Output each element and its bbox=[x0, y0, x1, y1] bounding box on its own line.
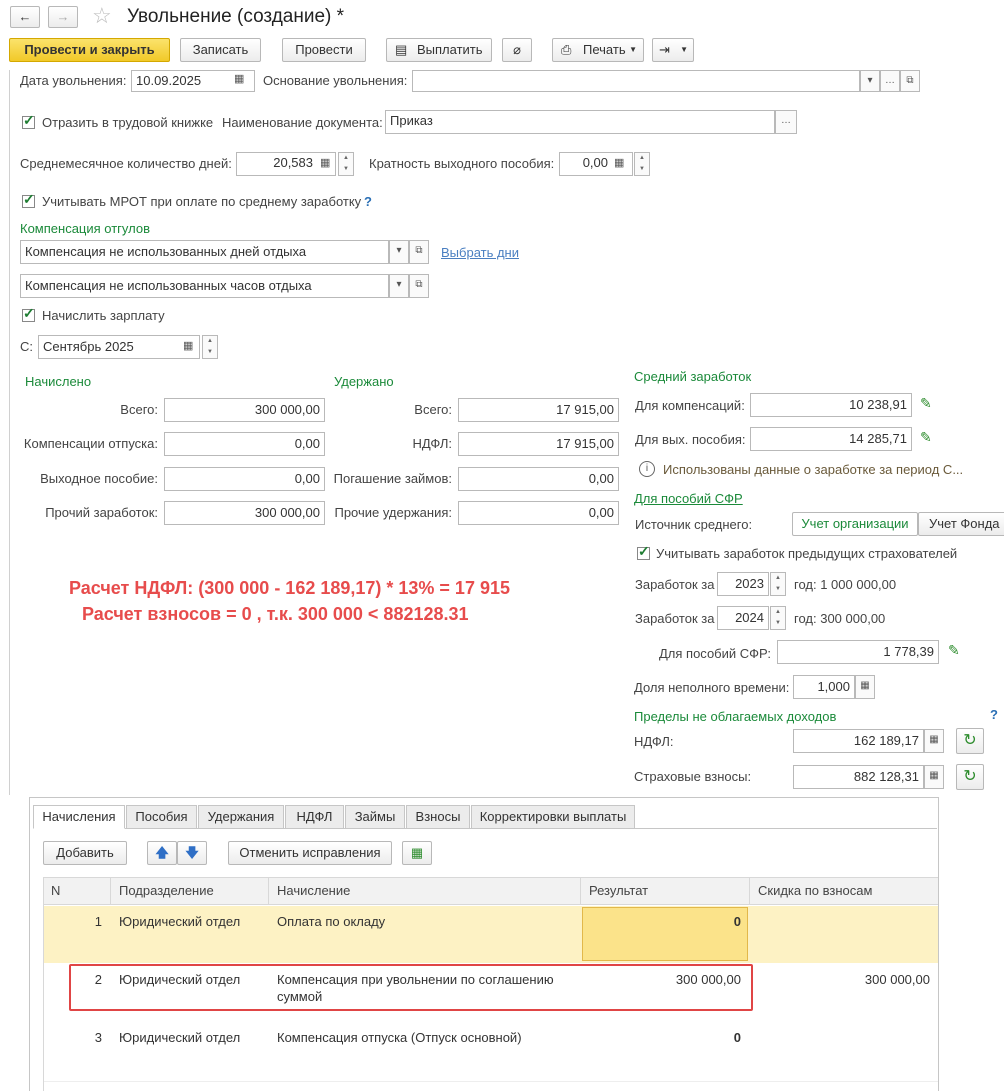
part-time-field[interactable]: 1,000 bbox=[793, 675, 855, 699]
post-button[interactable]: Провести bbox=[282, 38, 366, 62]
doc-name-field[interactable]: Приказ bbox=[385, 110, 775, 134]
withheld-other-label: Прочие удержания: bbox=[334, 505, 452, 520]
row-2-department: Юридический отдел bbox=[119, 972, 241, 987]
earn-2023-text: год: 1 000 000,00 bbox=[794, 577, 897, 592]
row-3-department: Юридический отдел bbox=[119, 1030, 241, 1045]
salary-from-field[interactable]: Сентябрь 2025 bbox=[38, 335, 200, 359]
tab-loans[interactable]: Займы bbox=[345, 805, 405, 829]
accrued-other-label: Прочий заработок: bbox=[45, 505, 158, 520]
accrued-severance-label: Выходное пособие: bbox=[40, 471, 158, 486]
table-add-icon: ▦ bbox=[410, 845, 424, 860]
refresh-icon[interactable]: ↻ bbox=[956, 764, 984, 790]
cancel-corrections-button[interactable]: Отменить исправления bbox=[228, 841, 392, 865]
move-up-button[interactable] bbox=[147, 841, 177, 865]
accrued-vacation-label: Компенсации отпуска: bbox=[23, 436, 158, 451]
limits-help-icon[interactable]: ? bbox=[990, 707, 998, 722]
avg-days-spin[interactable] bbox=[338, 152, 354, 176]
highlight-box bbox=[69, 964, 753, 1011]
mrot-checkbox[interactable] bbox=[22, 195, 35, 208]
prev-insurers-checkbox[interactable] bbox=[637, 547, 650, 560]
export-button[interactable] bbox=[652, 38, 694, 62]
print-button[interactable] bbox=[552, 38, 644, 62]
col-accrual[interactable]: Начисление bbox=[269, 877, 581, 905]
chevron-down-icon: ▼ bbox=[629, 45, 637, 54]
earn-2023-year-field[interactable]: 2023 bbox=[717, 572, 769, 596]
average-sev-field[interactable]: 14 285,71 bbox=[750, 427, 912, 451]
arrow-down-icon: 🡇 bbox=[185, 845, 199, 860]
pencil-icon[interactable]: ✎ bbox=[920, 429, 932, 445]
salary-from-spin[interactable] bbox=[202, 335, 218, 359]
salary-from-label: С: bbox=[20, 339, 33, 354]
tab-accruals[interactable]: Начисления bbox=[33, 805, 125, 829]
form-divider bbox=[9, 70, 10, 795]
document-icon: ▤ bbox=[395, 42, 408, 57]
pencil-icon[interactable]: ✎ bbox=[948, 642, 960, 658]
doc-name-label: Наименование документа: bbox=[222, 115, 383, 130]
compensation-hours-dropdown[interactable]: ▾ bbox=[389, 274, 409, 298]
withheld-title: Удержано bbox=[334, 374, 394, 389]
basis-field[interactable] bbox=[412, 70, 860, 92]
row-1-department: Юридический отдел bbox=[119, 914, 241, 929]
tab-benefits[interactable]: Пособия bbox=[126, 805, 197, 829]
refresh-icon[interactable]: ↻ bbox=[956, 728, 984, 754]
info-icon: i bbox=[639, 461, 655, 477]
col-department[interactable]: Подразделение bbox=[111, 877, 269, 905]
pay-button[interactable] bbox=[386, 38, 492, 62]
calendar-icon[interactable]: ▦ bbox=[234, 73, 245, 85]
annotation-line-2: Расчет взносов = 0 , т.к. 300 000 < 882128.31 bbox=[82, 604, 469, 624]
avg-days-field[interactable]: 20,583 bbox=[236, 152, 336, 176]
accrued-other-field[interactable]: 300 000,00 bbox=[164, 501, 325, 525]
earn-2023-spin[interactable] bbox=[770, 572, 786, 596]
dismissal-date-field[interactable]: 10.09.2025 bbox=[131, 70, 255, 92]
export-icon: ⇥ bbox=[659, 42, 670, 57]
compensation-days-field[interactable]: Компенсация не использованных дней отдыха bbox=[20, 240, 389, 264]
limits-title: Пределы не облагаемых доходов bbox=[634, 709, 837, 724]
row-3-result: 0 bbox=[733, 1030, 741, 1045]
move-down-button[interactable] bbox=[177, 841, 207, 865]
attach-button[interactable] bbox=[502, 38, 532, 62]
paperclip-icon: ⌀ bbox=[513, 42, 521, 57]
pay-label: Выплатить bbox=[417, 42, 483, 57]
calculator-button[interactable]: ▦ bbox=[924, 729, 944, 753]
workbook-label: Отразить в трудовой книжке bbox=[42, 115, 214, 130]
printer-icon: ⎙ bbox=[561, 42, 572, 57]
table-settings-button[interactable] bbox=[402, 841, 432, 865]
severance-mult-spin[interactable] bbox=[634, 152, 650, 176]
add-button[interactable]: Добавить bbox=[43, 841, 127, 865]
basis-dropdown[interactable]: ▾ bbox=[860, 70, 880, 92]
accrued-total-field[interactable]: 300 000,00 bbox=[164, 398, 325, 422]
compensation-title: Компенсация отгулов bbox=[20, 221, 150, 236]
average-sev-label: Для вых. пособия: bbox=[635, 432, 746, 447]
sfr-benefit-label: Для пособий СФР: bbox=[659, 646, 772, 661]
col-discount[interactable]: Скидка по взносам bbox=[758, 883, 873, 898]
source-label: Источник среднего: bbox=[635, 517, 753, 532]
earn-2024-spin[interactable] bbox=[770, 606, 786, 630]
row-3-n: 3 bbox=[94, 1030, 102, 1045]
average-info-text: Использованы данные о заработке за период С... bbox=[663, 462, 964, 477]
prev-insurers-label: Учитывать заработок предыдущих страхователей bbox=[656, 546, 958, 561]
average-title: Средний заработок bbox=[634, 369, 752, 384]
basis-label: Основание увольнения: bbox=[263, 73, 408, 88]
avg-days-label: Среднемесячное количество дней: bbox=[20, 156, 232, 171]
row-1-result: 0 bbox=[733, 914, 741, 929]
compensation-hours-open[interactable]: ⧉ bbox=[409, 274, 429, 298]
row-3-accrual: Компенсация отпуска (Отпуск основной) bbox=[277, 1030, 522, 1045]
withheld-total-field[interactable]: 17 915,00 bbox=[458, 398, 619, 422]
accrued-total-label: Всего: bbox=[120, 402, 158, 417]
compensation-hours-field[interactable]: Компенсация не использованных часов отдыха bbox=[20, 274, 389, 298]
doc-name-select[interactable]: … bbox=[775, 110, 797, 134]
compensation-days-open[interactable]: ⧉ bbox=[409, 240, 429, 264]
row-2-accrual: Компенсация при увольнении по соглашению bbox=[277, 972, 554, 987]
compensation-days-dropdown[interactable]: ▾ bbox=[389, 240, 409, 264]
limits-ndfl-field[interactable]: 162 189,17 bbox=[793, 729, 924, 753]
sfr-link[interactable]: Для пособий СФР bbox=[634, 491, 743, 506]
star-icon[interactable]: ☆ bbox=[92, 3, 112, 28]
withheld-loans-label: Погашение займов: bbox=[333, 471, 452, 486]
basis-open[interactable]: ⧉ bbox=[900, 70, 920, 92]
limits-ins-label: Страховые взносы: bbox=[634, 769, 752, 784]
print-label: Печать bbox=[583, 42, 626, 57]
withheld-other-field[interactable]: 0,00 bbox=[458, 501, 619, 525]
save-button[interactable]: Записать bbox=[180, 38, 261, 62]
withheld-ndfl-label: НДФЛ: bbox=[412, 436, 452, 451]
salary-label: Начислить зарплату bbox=[42, 308, 165, 323]
withheld-loans-field[interactable]: 0,00 bbox=[458, 467, 619, 491]
withheld-total-label: Всего: bbox=[414, 402, 452, 417]
basis-select[interactable]: … bbox=[880, 70, 900, 92]
help-icon[interactable]: ? bbox=[364, 194, 372, 209]
arrow-right-icon: → bbox=[56, 9, 70, 24]
table-left-border bbox=[43, 877, 44, 1091]
accrued-title: Начислено bbox=[25, 374, 92, 389]
earn-2024-label: Заработок за bbox=[635, 611, 715, 626]
tab-ndfl[interactable]: НДФЛ bbox=[285, 805, 344, 829]
chevron-down-icon: ▼ bbox=[680, 45, 688, 54]
limits-ins-field[interactable]: 882 128,31 bbox=[793, 765, 924, 789]
row-1-accrual: Оплата по окладу bbox=[277, 914, 386, 929]
arrow-left-icon: ← bbox=[18, 9, 32, 24]
earn-2024-year-field[interactable]: 2024 bbox=[717, 606, 769, 630]
col-n[interactable]: N bbox=[43, 877, 111, 905]
part-time-label: Доля неполного времени: bbox=[634, 680, 790, 695]
annotation-line-1: Расчет НДФЛ: (300 000 - 162 189,17) * 13% = 17 915 bbox=[69, 578, 510, 598]
col-result[interactable]: Результат bbox=[581, 877, 750, 905]
source-fund-toggle[interactable]: Учет Фонда bbox=[918, 512, 1004, 536]
row-2-discount: 300 000,00 bbox=[864, 972, 930, 987]
dismissal-date-label: Дата увольнения: bbox=[20, 73, 127, 88]
row-2-accrual-cont: суммой bbox=[277, 989, 323, 1004]
calculator-button[interactable]: ▦ bbox=[855, 675, 875, 699]
calculator-icon[interactable]: ▦ bbox=[614, 157, 625, 169]
accrued-severance-field[interactable]: 0,00 bbox=[164, 467, 325, 491]
calculator-icon[interactable]: ▦ bbox=[320, 157, 331, 169]
withheld-ndfl-field[interactable]: 17 915,00 bbox=[458, 432, 619, 456]
average-comp-field[interactable]: 10 238,91 bbox=[750, 393, 912, 417]
calculator-button[interactable]: ▦ bbox=[924, 765, 944, 789]
window-title: Увольнение (создание) * bbox=[127, 6, 345, 27]
calendar-icon[interactable]: ▦ bbox=[183, 340, 194, 352]
row-2-n: 2 bbox=[94, 972, 102, 987]
earn-2023-label: Заработок за bbox=[635, 577, 715, 592]
accrued-vacation-field[interactable]: 0,00 bbox=[164, 432, 325, 456]
source-organization-toggle[interactable]: Учет организации bbox=[792, 512, 918, 536]
tab-contributions[interactable]: Взносы bbox=[406, 805, 470, 829]
back-button[interactable] bbox=[10, 6, 40, 28]
severance-mult-label: Кратность выходного пособия: bbox=[369, 156, 555, 171]
salary-checkbox[interactable] bbox=[22, 309, 35, 322]
workbook-checkbox[interactable] bbox=[22, 116, 35, 129]
arrow-up-icon: 🡅 bbox=[155, 845, 169, 860]
post-and-close-button[interactable]: Провести и закрыть bbox=[9, 38, 170, 62]
limits-ndfl-label: НДФЛ: bbox=[634, 734, 674, 749]
pencil-icon[interactable]: ✎ bbox=[920, 395, 932, 411]
severance-mult-field[interactable]: 0,00 bbox=[559, 152, 633, 176]
tab-payment-corrections[interactable]: Корректировки выплаты bbox=[471, 805, 635, 829]
tab-deductions[interactable]: Удержания bbox=[198, 805, 284, 829]
select-days-link[interactable]: Выбрать дни bbox=[441, 245, 519, 260]
average-comp-label: Для компенсаций: bbox=[635, 398, 745, 413]
forward-button[interactable] bbox=[48, 6, 78, 28]
mrot-label: Учитывать МРОТ при оплате по среднему заработку bbox=[42, 194, 362, 209]
row-1-n: 1 bbox=[94, 914, 102, 929]
sfr-benefit-field[interactable]: 1 778,39 bbox=[777, 640, 939, 664]
row-2-result: 300 000,00 bbox=[675, 972, 741, 987]
earn-2024-text: год: 300 000,00 bbox=[794, 611, 886, 626]
